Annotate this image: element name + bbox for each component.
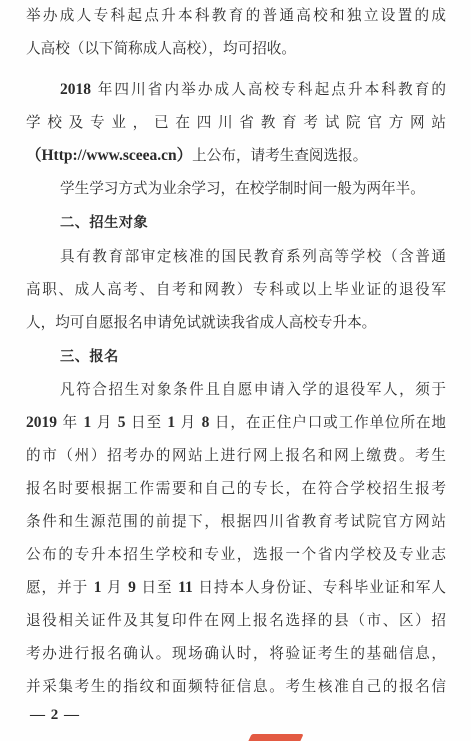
page-number: — 2 — — [30, 707, 80, 723]
intro-line-1: 举办成人专科起点升本科教育的普通高校和独立设置的成 — [26, 7, 446, 24]
section3-line-2 — [26, 411, 446, 435]
intro-line-2: 人高校（以下简称成人高校），均可招收。 — [26, 40, 296, 57]
confirm-start-day: 9 — [128, 579, 136, 596]
schools-line-3 — [26, 144, 446, 168]
date-text: 月 — [91, 414, 118, 431]
confirm-text: 月 — [101, 579, 129, 596]
section3-heading: 三、报名 — [60, 349, 119, 365]
study-line-1: 学生学习方式为业余学习，在校学制时间一般为两年半。 — [60, 180, 425, 197]
section3-line-5: 条件和生源范围的前提下，根据四川省教育考试院官方网站 — [26, 513, 446, 530]
confirm-text: 日至 — [135, 579, 179, 596]
schools-website: （Http://www.sceea.cn） — [26, 147, 193, 164]
date-text: 日至 — [125, 414, 168, 431]
confirm-month: 1 — [93, 579, 102, 596]
date-text: 月 — [175, 414, 202, 431]
date-text: 年 — [57, 414, 84, 431]
section2-line-2: 高职、成人高考、自考和网教）专科或以上毕业证的退役军 — [26, 281, 446, 298]
enroll-start-year: 2019 — [26, 414, 57, 431]
section3-line-10: 并采集考生的指纹和面频特征信息。考生核准自己的报名信 — [26, 678, 446, 695]
section3-line-8: 退役相关证件及其复印件在网上报名选择的县（市、区）招 — [26, 612, 446, 629]
schools-line-2: 学校及专业，已在四川省教育考试院官方网站 — [26, 114, 446, 131]
schools-line-1 — [60, 78, 446, 102]
enroll-start-month: 1 — [83, 414, 92, 431]
section2-heading: 二、招生对象 — [60, 215, 149, 231]
section3-line-1: 凡符合招生对象条件且自愿申请入学的退役军人，须于 — [60, 381, 446, 398]
enroll-end-day: 8 — [201, 414, 210, 431]
red-stamp-fragment — [248, 734, 303, 741]
section2-line-3: 人，均可自愿报名申请免试就读我省成人高校专升本。 — [26, 314, 377, 331]
enroll-start-day: 5 — [117, 414, 126, 431]
schools-line-3-text: 上公布，请考生查阅选报。 — [192, 147, 368, 164]
section3-line-6: 公布的专升本招生学校和专业，选报一个省内学校及专业志 — [26, 546, 446, 563]
section3-line-4: 报名时要根据工作需要和自己的专长，在符合学校招生报考 — [26, 480, 446, 497]
schools-year: 2018 — [60, 81, 91, 98]
confirm-text: 愿，并于 — [26, 579, 94, 596]
date-text: 日，在正住户口或工作单位所在地 — [209, 414, 446, 431]
schools-line-1-text: 年四川省内举办成人高校专科起点升本科教育的 — [91, 81, 446, 98]
section3-line-3: 的市（州）招考办的网站上进行网上报名和网上缴费。考生 — [26, 447, 446, 464]
enroll-end-month: 1 — [167, 414, 176, 431]
section3-line-7 — [26, 576, 446, 600]
section2-line-1: 具有教育部审定核准的国民教育系列高等学校（含普通 — [60, 248, 446, 265]
confirm-end-day: 11 — [178, 579, 193, 596]
section3-line-9: 考办进行报名确认。现场确认时，将验证考生的基础信息， — [26, 645, 446, 662]
confirm-text: 日持本人身份证、专科毕业证和军人 — [192, 579, 446, 596]
